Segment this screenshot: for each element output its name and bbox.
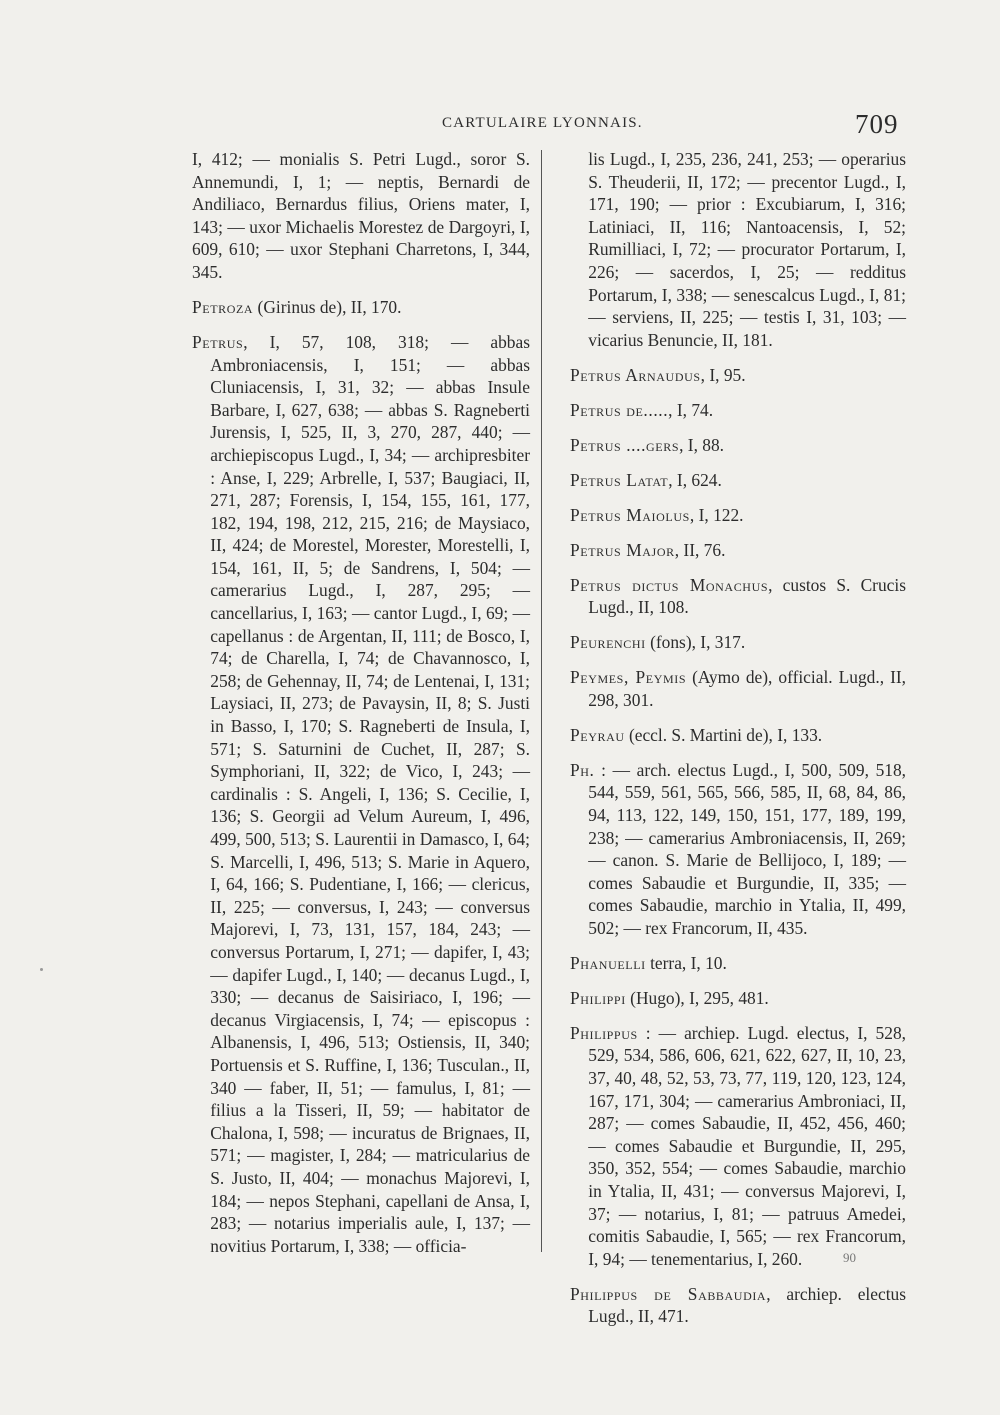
index-entry bbox=[570, 952, 906, 975]
index-entry bbox=[570, 631, 906, 654]
entry-headword: Philippi bbox=[570, 987, 626, 1008]
page-number: 709 bbox=[855, 109, 899, 139]
entry-headword: Petrus dictus Monachus bbox=[570, 574, 769, 595]
entry-headword: Peurenchi bbox=[570, 632, 646, 653]
entry-continuation bbox=[192, 148, 530, 284]
entry-headword: Petrus Maiolus bbox=[570, 504, 690, 525]
signature-mark: 90 bbox=[843, 1250, 856, 1265]
entry-headword: Petrus Arnaudus bbox=[570, 364, 701, 385]
index-entry bbox=[570, 1283, 906, 1328]
index-entry bbox=[570, 574, 906, 619]
running-title: CARTULAIRE LYONNAIS. bbox=[442, 115, 643, 131]
entry-headword: Phanuelli bbox=[570, 952, 646, 973]
entry-headword: Petroza bbox=[192, 296, 254, 317]
entry-headword: Petrus Latat bbox=[570, 469, 669, 490]
entry-text: , I, 74. bbox=[668, 399, 714, 420]
entry-text: , I, 624. bbox=[668, 469, 722, 490]
entry-text: , archiep. electus Lugd., II, 471. bbox=[588, 1283, 906, 1327]
entry-text: , I, 88. bbox=[679, 434, 725, 455]
index-entry bbox=[570, 364, 906, 387]
entry-text: , I, 57, 108, 318; — abbas Ambroniacensis, I, 151; — abbas Cluniacensis, I, 31, 32; — abbas Insule Barbare, I, 627, 638; — abbas S. Ragneberti Jurensis, I, 525, II, 3, 270, 287, 440; — archiepiscopus Lugd., I, 34; — archipresbiter : Anse, I, 229; Arbrelle, I, 537; Baugiaci, II, 271, 287; Forensis, I, 154, 155, 161, 177, 182, 194, 198, 212, 215, 216; de Maysiaco, II, 424; de Morestel, Morester, Morestelli, I, 154, 161, II, 5; de Sandrens, I, 504; — camerarius Lugd., I, 287, 295; — cancellarius, I, 163; — cantor Lugd., I, 69; — capellanus : de Argentan, II, 111; de Bosco, I, 74; de Charella, I, 74; de Chavannosco, I, 258; de Gehennay, II, 74; de Lentenai, I, 131; Laysiaci, II, 273; de Pavaysin, II, 8; S. Justi in Basso, I, 170; S. Ragneberti de Insula, I, 571; S. Saturnini de Cuchet, II, 287; S. Symphoriani, II, 322; de Vico, I, 243; — cardinalis : S. Angeli, I, 136; S. Cecilie, I, 136; S. Georgii ad Velum Aureum, I, 496, 499, 500, 513; S. Laurentii in Damasco, I, 64; S. Marcelli, I, 496, 513; S. Marie in Aquero, I, 64, 166; S. Pudentiane, I, 166; — clericus, II, 225; — conversus, I, 243; — conversus Majorevi, I, 73, 131, 157, 184, 243; — conversus Portarum, I, 271; — dapifer, I, 43; — dapifer Lugd., I, 140; — decanus Lugd., I, 330; — decanus de Saisiriaco, I, 196; — decanus Virgiacensis, I, 74; — episcopus : Albanensis, I, 496, 513; Ostiensis, II, 340; Portuensis et S. Ruffine, I, 136; Tusculan., II, 340 — faber, II, 51; — famulus, I, 81; — filius a la Tisseri, II, 59; — habitator de Chalona, I, 598; — incuratus de Brignaes, II, 571; — magister, I, 284; — matricularius de S. Justo, II, 404; — monachus Majorevi, I, 184; — nepos Stephani, capellani de Ansa, I, 283; — notarius imperialis aule, I, 137; — novitius Portarum, I, 338; — officia- bbox=[210, 331, 530, 1256]
print-speck bbox=[40, 968, 43, 971]
entry-continuation bbox=[570, 148, 906, 351]
entry-headword: Petrus ....gers bbox=[570, 434, 680, 455]
entry-text: , I, 122. bbox=[689, 504, 744, 525]
index-entry bbox=[570, 469, 906, 492]
entry-headword: Petrus Major bbox=[570, 539, 675, 560]
running-head bbox=[0, 109, 1000, 143]
entry-headword: Peyrau bbox=[570, 724, 625, 745]
index-entry bbox=[570, 434, 906, 457]
entry-text: , II, 76. bbox=[674, 539, 726, 560]
entry-text: , custos S. Crucis Lugd., II, 108. bbox=[588, 574, 906, 618]
index-entry bbox=[192, 331, 530, 1257]
entry-text: terra, I, 10. bbox=[645, 952, 727, 973]
index-entry bbox=[570, 399, 906, 422]
index-entry bbox=[570, 666, 906, 711]
entry-text: : — archiep. Lugd. electus, I, 528, 529, 534, 586, 606, 621, 622, 627, II, 10, 23, 37, 40, 48, 52, 53, 73, 77, 119, 120, 123, 124, 167, 171, 304; — camerarius Ambroniaci, II, 287; — comes Sabaudie, II, 452, 456, 460; — comes Sabaudie et Burgundie, II, 295, 350, 352, 554; — comes Sabaudie, marchio in Ytalia, II, 431; — conversus Majorevi, I, 37; — notarius, I, 81; — patruus Amedei, comitis Sabaudie, I, 565; — rex Francorum, I, 94; — tenementarius, I, 260. bbox=[588, 1022, 906, 1269]
column-divider bbox=[541, 150, 542, 1252]
index-entry bbox=[570, 539, 906, 562]
right-column bbox=[570, 148, 906, 1340]
left-column bbox=[192, 148, 530, 1270]
entry-text: (Aymo de), official. Lugd., II, 298, 301. bbox=[588, 667, 906, 710]
entry-text: lis Lugd., I, 235, 236, 241, 253; — operarius S. Theuderii, II, 172; — precentor Lugd., I, 171, 190; — prior : Excubiarum, I, 316; Latiniaci, II, 116; Nantoacensis, I, 52; Rumilliaci, I, 72; — procurator Portarum, I, 226; — sacerdos, I, 25; — redditus Portarum, I, 338; — senescalcus Lugd., I, 81; — serviens, II, 225; — testis I, 31, 103; — vicarius Benuncie, II, 181. bbox=[588, 149, 906, 350]
index-entry bbox=[570, 724, 906, 747]
entry-headword: Petrus bbox=[192, 331, 244, 352]
entry-headword: Peymes, Peymis bbox=[570, 667, 687, 688]
entry-text: (eccl. S. Martini de), I, 133. bbox=[624, 724, 823, 745]
entry-text: (Girinus de), II, 170. bbox=[253, 296, 402, 317]
index-entry bbox=[570, 759, 906, 940]
index-entry bbox=[570, 987, 906, 1010]
index-entry bbox=[192, 296, 530, 319]
index-entry bbox=[570, 1022, 906, 1271]
entry-headword: Philippus bbox=[570, 1022, 638, 1043]
entry-headword: Ph. bbox=[570, 759, 595, 780]
entry-text: (Hugo), I, 295, 481. bbox=[625, 987, 769, 1008]
entry-headword: Petrus de..... bbox=[570, 399, 669, 420]
entry-headword: Philippus de Sabbaudia bbox=[570, 1283, 767, 1304]
entry-text: : — arch. electus Lugd., I, 500, 509, 518, 544, 559, 561, 565, 566, 585, II, 68, 84, 86, 94, 113, 122, 149, 150, 151, 177, 189, 199, 238; — camerarius Ambroniacensis, II, 269; — canon. S. Marie de Bellijoco, I, 189; — comes Sabaudie et Burgundie, II, 335; — comes Sabaudie, marchio in Ytalia, II, 499, 502; — rex Francorum, II, 435. bbox=[588, 759, 906, 938]
entry-text: I, 412; — monialis S. Petri Lugd., soror S. Annemundi, I, 1; — neptis, Bernardi de Andiliaco, Bernardus filius, Oriens mater, I, 143; — uxor Michaelis Morestez de Dargoyri, I, 609, 610; — uxor Stephani Charretons, I, 344, 345. bbox=[192, 149, 530, 282]
index-entry bbox=[570, 504, 906, 527]
entry-text: (fons), I, 317. bbox=[645, 632, 746, 653]
entry-text: , I, 95. bbox=[700, 364, 746, 385]
